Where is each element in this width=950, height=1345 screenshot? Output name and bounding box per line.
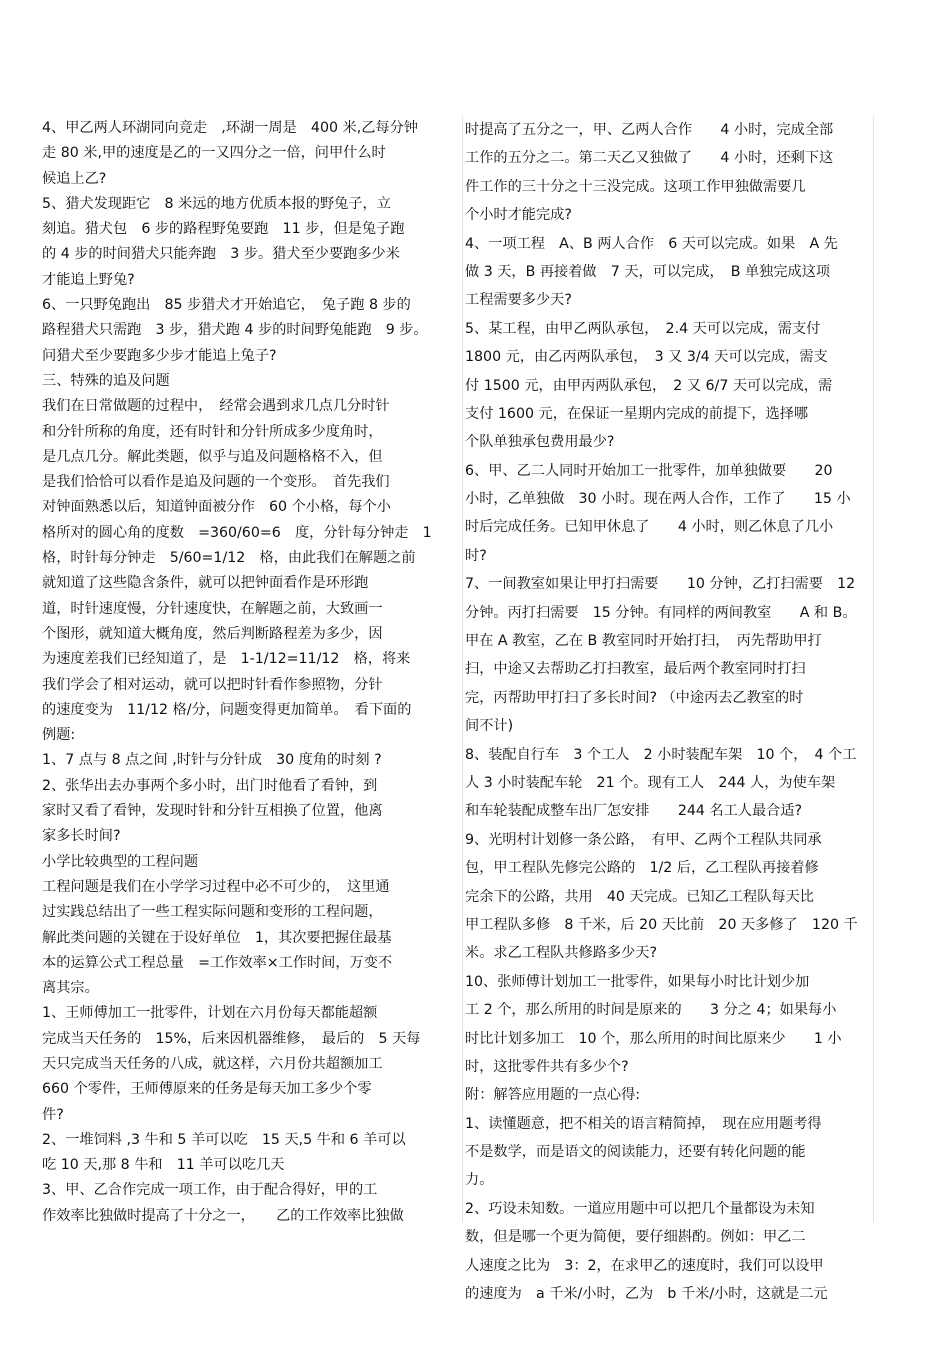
text-line: 6、一只野兔跑出 85 步猎犬才开始追它， 兔子跑 8 步的: [42, 297, 411, 314]
text-line: 解此类问题的关键在于设好单位 1，其次要把握住最基: [42, 929, 392, 946]
text-line: 9、光明村计划修一条公路， 有甲、乙两个工程队共同承: [465, 831, 822, 848]
text-line: 1、读懂题意，把不相关的语言精简掉， 现在应用题考得: [465, 1115, 822, 1132]
text-line: 为速度差我们已经知道了，是 1-1/12=11/12 格，将来: [42, 651, 411, 668]
text-line: 5、猎犬发现距它 8 米远的地方优质本报的野兔子，立: [42, 195, 391, 212]
text-line: 时比计划多加工 10 个，那么所用的时间比原来少 1 小: [465, 1030, 842, 1047]
text-line: 和车轮装配成整车出厂怎安排 244 名工人最合适?: [465, 803, 803, 820]
text-line: 1、7 点与 8 点之间 ,时针与分针成 30 度角的时刻 ?: [42, 752, 382, 769]
text-line: 工程需要多少天?: [465, 292, 572, 309]
text-line: 支付 1600 元，在保证一星期内完成的前提下，选择哪: [465, 405, 809, 422]
text-line: 的 4 步的时间猎犬只能奔跑 3 步。猎犬至少要跑多少米: [42, 246, 400, 263]
text-line: 我们在日常做题的过程中， 经常会遇到求几点几分时针: [42, 398, 390, 415]
text-line: 完，丙帮助甲打扫了多长时间? （中途丙去乙教室的时: [465, 689, 804, 706]
text-line: 过实践总结出了一些工程实际问题和变形的工程问题，: [42, 904, 383, 921]
text-line: 3、甲、乙合作完成一项工作，由于配合得好，甲的工: [42, 1182, 378, 1199]
text-line: 时提高了五分之一，甲、乙两人合作 4 小时，完成全部: [465, 122, 834, 138]
text-line: 完余下的公路，共用 40 天完成。已知乙工程队每天比: [465, 888, 814, 905]
text-line: 工 2 个，那么所用的时间是原来的 3 分之 4；如果每小: [465, 1002, 837, 1019]
text-line: 完成当天任务的 15%，后来因机器维修， 最后的 5 天每: [42, 1030, 421, 1047]
text-line: 甲在 A 教室，乙在 B 教室同时开始打扫， 丙先帮助甲打: [465, 633, 822, 650]
text-line: 三、特殊的追及问题: [42, 372, 170, 389]
text-line: 件?: [42, 1106, 64, 1123]
text-line: 个图形，就知道大概角度，然后判断路程差为多少，因: [42, 625, 383, 642]
text-line: 小学比较典型的工程问题: [42, 853, 199, 870]
text-line: 时?: [465, 547, 487, 564]
text-line: 米。求乙工程队共修路多少天?: [465, 945, 657, 962]
text-line: 候追上乙?: [42, 170, 107, 187]
text-line: 才能追上野兔?: [42, 271, 135, 288]
text-line: 小时，乙单独做 30 小时。现在两人合作，工作了 15 小: [465, 491, 851, 508]
text-line: 离其宗。: [42, 980, 99, 997]
text-line: 人 3 小时装配车轮 21 个。现有工人 244 人，为使车架: [465, 774, 836, 791]
text-line: 个小时才能完成?: [465, 207, 572, 224]
text-line: 问猎犬至少要跑多少步才能追上兔子?: [42, 347, 277, 364]
text-line: 6、甲、乙二人同时开始加工一批零件，加单独做要 20: [465, 462, 833, 479]
text-line: 家多长时间?: [42, 828, 121, 845]
text-line: 路程猎犬只需跑 3 步，猎犬跑 4 步的时间野兔能跑 9 步。: [42, 322, 428, 339]
text-line: 走 80 米,甲的速度是乙的一又四分之一倍，问甲什么时: [42, 145, 386, 162]
text-line: 件工作的三十分之十三没完成。这项工作甲独做需要几: [465, 178, 806, 195]
text-line: 不是数学，而是语文的阅读能力，还要有转化问题的能: [465, 1144, 806, 1161]
text-line: 就知道了这些隐含条件，就可以把钟面看作是环形跑: [42, 575, 369, 592]
text-line: 4、甲乙两人环湖同向竞走 ,环湖一周是 400 米,乙每分钟: [42, 120, 418, 136]
text-line: 是几点几分。解此类题，似乎与追及问题格格不入，但: [42, 448, 383, 465]
text-line: 是我们恰恰可以看作是追及问题的一个变形。 首先我们: [42, 474, 390, 491]
text-line: 2、巧设未知数。一道应用题中可以把几个量都设为未知: [465, 1200, 815, 1217]
text-line: 2、一堆饲料 ,3 牛和 5 羊可以吃 15 天,5 牛和 6 羊可以: [42, 1131, 406, 1148]
text-line: 时后完成任务。已知甲休息了 4 小时，则乙休息了几小: [465, 519, 834, 536]
text-line: 刻追。猎犬包 6 步的路程野兔要跑 11 步，但是兔子跑: [42, 221, 405, 238]
text-line: 工作的五分之二。第二天乙又独做了 4 小时，还剩下这: [465, 150, 834, 167]
text-line: 我们学会了相对运动，就可以把时针看作参照物，分针: [42, 676, 383, 693]
text-line: 作效率比独做时提高了十分之一， 乙的工作效率比独做: [42, 1207, 404, 1224]
right-column: [462, 116, 874, 1303]
text-line: 例题:: [42, 727, 76, 744]
left-column: [42, 116, 442, 1222]
text-line: 7、一间教室如果让甲打扫需要 10 分钟，乙打扫需要 12: [465, 576, 856, 593]
text-line: 家时又看了看钟，发现时针和分针互相换了位置，他离: [42, 803, 383, 820]
text-line: 对钟面熟悉以后，知道钟面被分作 60 个小格，每个小: [42, 499, 391, 516]
text-line: 4、一项工程 A、B 两人合作 6 天可以完成。如果 A 先: [465, 235, 838, 252]
text-line: 8、装配自行车 3 个工人 2 小时装配车架 10 个， 4 个工: [465, 746, 857, 763]
text-line: 做 3 天，B 再接着做 7 天，可以完成， B 单独完成这项: [465, 263, 831, 280]
text-line: 附：解答应用题的一点心得:: [465, 1087, 641, 1104]
text-line: 660 个零件，王师傅原来的任务是每天加工多少个零: [42, 1081, 372, 1098]
text-line: 甲工程队多修 8 千米，后 20 天比前 20 天多修了 120 千: [465, 916, 858, 933]
text-line: 和分针所称的角度，还有时针和分针所成多少度角时，: [42, 423, 383, 440]
text-line: 格所对的圆心角的度数 =360/60=6 度，分针每分钟走 1: [42, 524, 432, 541]
text-line: 数，但是哪一个更为简便，要仔细斟酌。例如：甲乙二: [465, 1229, 806, 1246]
text-line: 1、王师傅加工一批零件，计划在六月份每天都能超额: [42, 1005, 378, 1022]
text-line: 道，时针速度慢，分针速度快，在解题之前，大致画一: [42, 600, 383, 617]
text-line: 包，甲工程队先修完公路的 1/2 后，乙工程队再接着修: [465, 860, 819, 877]
text-line: 人速度之比为 3：2，在求甲乙的速度时，我们可以设甲: [465, 1257, 824, 1274]
text-line: 时，这批零件共有多少个?: [465, 1058, 629, 1075]
text-line: 本的运算公式工程总量 =工作效率×工作时间，万变不: [42, 954, 393, 971]
text-line: 的速度为 a 千米/小时，乙为 b 千米/小时，这就是二元: [465, 1286, 828, 1303]
text-line: 1800 元，由乙丙两队承包， 3 又 3/4 天可以完成，需支: [465, 349, 828, 366]
text-line: 个队单独承包费用最少?: [465, 434, 615, 451]
text-line: 格，时针每分钟走 5/60=1/12 格，由此我们在解题之前: [42, 550, 416, 567]
text-line: 吃 10 天,那 8 牛和 11 羊可以吃几天: [42, 1157, 285, 1174]
text-line: 天只完成当天任务的八成，就这样，六月份共超额加工: [42, 1055, 383, 1072]
text-line: 分钟。丙打扫需要 15 分钟。有同样的两间教室 A 和 B。: [465, 604, 857, 621]
text-line: 力。: [465, 1172, 494, 1189]
text-line: 付 1500 元，由甲丙两队承包， 2 又 6/7 天可以完成，需: [465, 377, 833, 394]
text-line: 间不计): [465, 718, 514, 735]
text-line: 2、张华出去办事两个多小时，出门时他看了看钟，到: [42, 777, 378, 794]
text-line: 5、某工程，由甲乙两队承包， 2.4 天可以完成，需支付: [465, 320, 821, 337]
text-line: 扫，中途又去帮助乙打扫教室，最后两个教室同时打扫: [465, 661, 806, 678]
text-line: 工程问题是我们在小学学习过程中必不可少的， 这里通: [42, 878, 390, 895]
text-line: 的速度变为 11/12 格/分，问题变得更加简单。 看下面的: [42, 701, 412, 718]
text-line: 10、张师傅计划加工一批零件，如果每小时比计划少加: [465, 973, 810, 990]
